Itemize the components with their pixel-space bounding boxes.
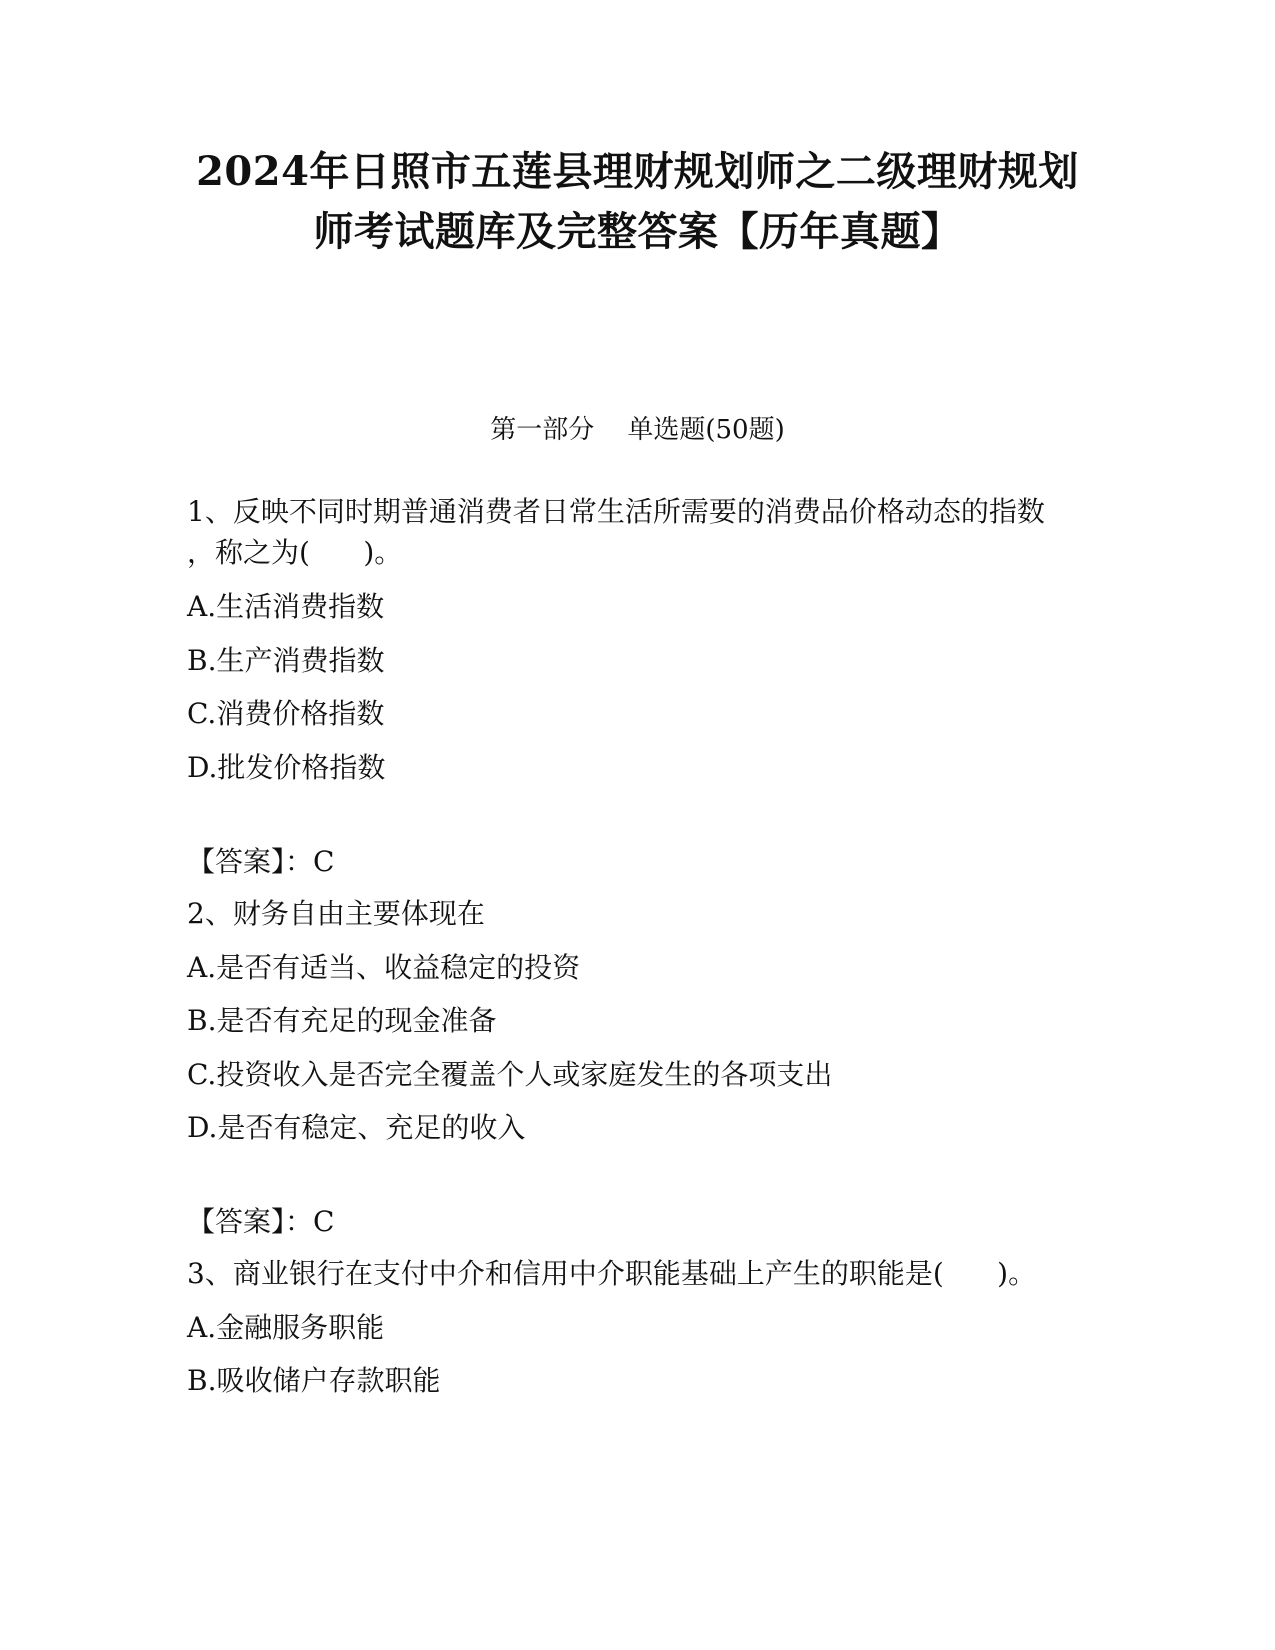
question-2-option-d: D.是否有稳定、充足的收入 [187,1111,526,1144]
question-3-option-a: A.金融服务职能 [187,1311,385,1344]
question-2-answer: 【答案】：C [187,1205,335,1238]
question-1-option-d: D.批发价格指数 [187,751,386,784]
question-1-option-c: C.消费价格指数 [187,697,385,730]
question-2-option-a: A.是否有适当、收益稳定的投资 [187,951,581,984]
question-1-stem-line-1: 1、反映不同时期普通消费者日常生活所需要的消费品价格动态的指数 [187,495,1045,528]
question-3-option-b: B.吸收储户存款职能 [187,1364,441,1397]
question-2-option-c: C.投资收入是否完全覆盖个人或家庭发生的各项支出 [187,1058,833,1091]
title-line-2: 师考试题库及完整答案【历年真题】 [313,208,962,255]
question-2-stem: 2、财务自由主要体现在 [187,897,485,930]
question-1-answer: 【答案】：C [187,845,335,878]
question-1-option-b: B.生产消费指数 [187,644,385,677]
question-1-stem-line-2: ，称之为( )。 [187,536,403,569]
question-3-stem: 3、商业银行在支付中介和信用中介职能基础上产生的职能是( )。 [187,1257,1037,1290]
document-title [120,142,1155,262]
section-heading: 第一部分 单选题(50题) [490,415,785,445]
question-1-option-a: A.生活消费指数 [187,590,385,623]
question-2-option-b: B.是否有充足的现金准备 [187,1004,497,1037]
title-line-1: 2024年日照市五莲县理财规划师之二级理财规划 [196,148,1079,195]
